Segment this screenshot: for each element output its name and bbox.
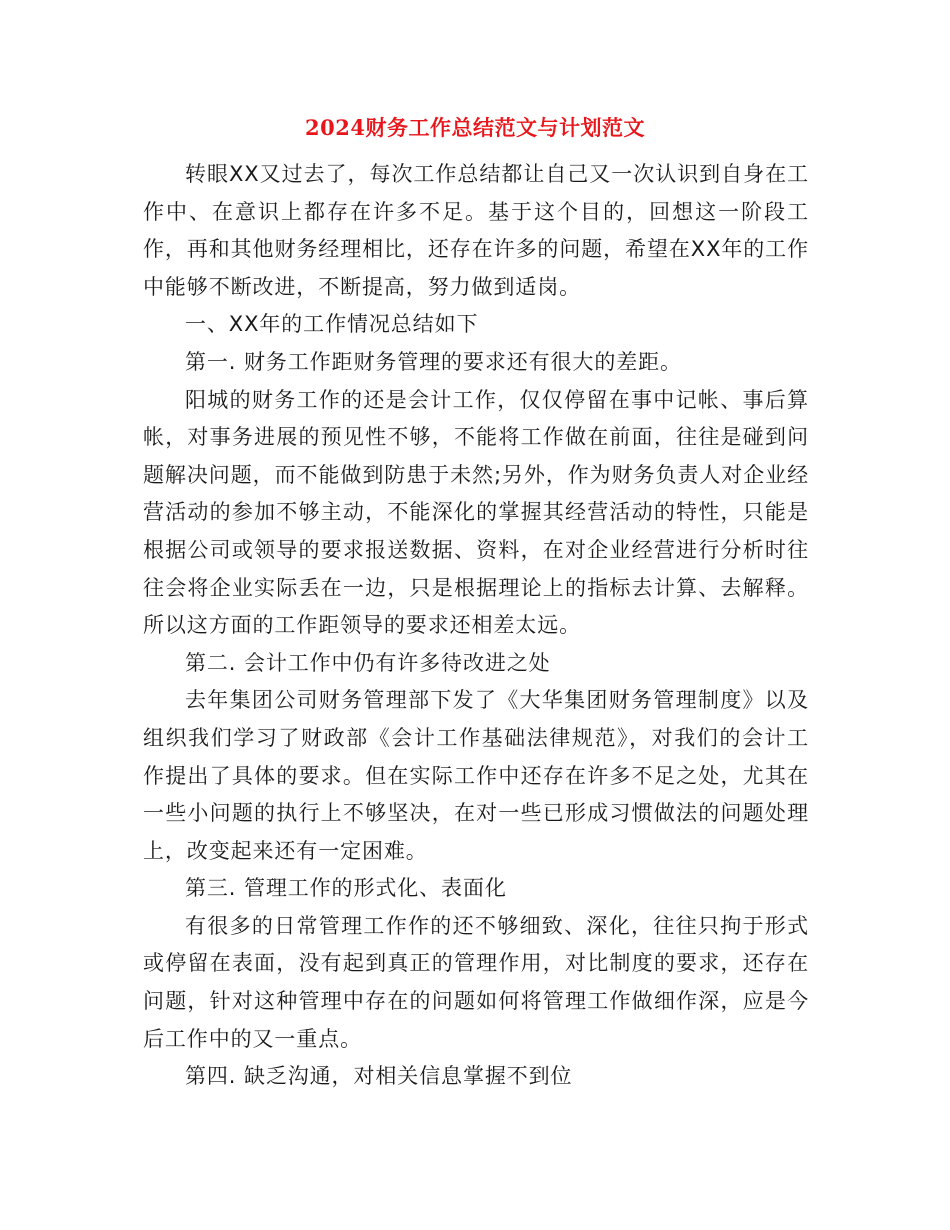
- subheading-fourth: 第四. 缺乏沟通，对相关信息掌握不到位: [185, 1064, 573, 1089]
- document-body: [143, 156, 809, 1096]
- paragraph-intro: 转眼XX又过去了，每次工作总结都让自己又一次认识到自身在工作中、在意识上都存在许多不足。基于这个目的，回想这一阶段工作，再和其他财务经理相比，还存在许多的问题，希望在XX年的工作中能够不断改进，不断提高，努力做到适岗。: [143, 162, 809, 299]
- paragraph-first: 阳城的财务工作的还是会计工作，仅仅停留在事中记帐、事后算帐，对事务进展的预见性不够，不能将工作做在前面，往往是碰到问题解决问题，而不能做到防患于未然;另外，作为财务负责人对企业经营活动的参加不够主动，不能深化的掌握其经营活动的特性，只能是根据公司或领导的要求报送数据、资料，在对企业经营进行分析时往往会将企业实际丢在一边，只是根据理论上的指标去计算、去解释。所以这方面的工作距领导的要求还相差太远。: [143, 387, 809, 638]
- paragraph-third: 有很多的日常管理工作作的还不够细致、深化，往往只拘于形式或停留在表面，没有起到真正的管理作用，对比制度的要求，还存在问题，针对这种管理中存在的问题如何将管理工作做细作深，应是今后工作中的又一重点。: [143, 913, 809, 1051]
- subheading-second: 第二. 会计工作中仍有许多待改进之处: [185, 650, 551, 675]
- subheading-first: 第一. 财务工作距财务管理的要求还有很大的差距。: [185, 349, 682, 374]
- subheading-third: 第三. 管理工作的形式化、表面化: [185, 876, 507, 901]
- section-heading-summary: 一、XX年的工作情况总结如下: [185, 312, 479, 337]
- document-title: 2024财务工作总结范文与计划范文: [305, 115, 645, 140]
- paragraph-second: 去年集团公司财务管理部下发了《大华集团财务管理制度》以及组织我们学习了财政部《会计工作基础法律规范》，对我们的会计工作提出了具体的要求。但在实际工作中还存在许多不足之处，尤其在一些小问题的执行上不够坚决，在对一些已形成习惯做法的问题处理上，改变起来还有一定困难。: [143, 688, 809, 863]
